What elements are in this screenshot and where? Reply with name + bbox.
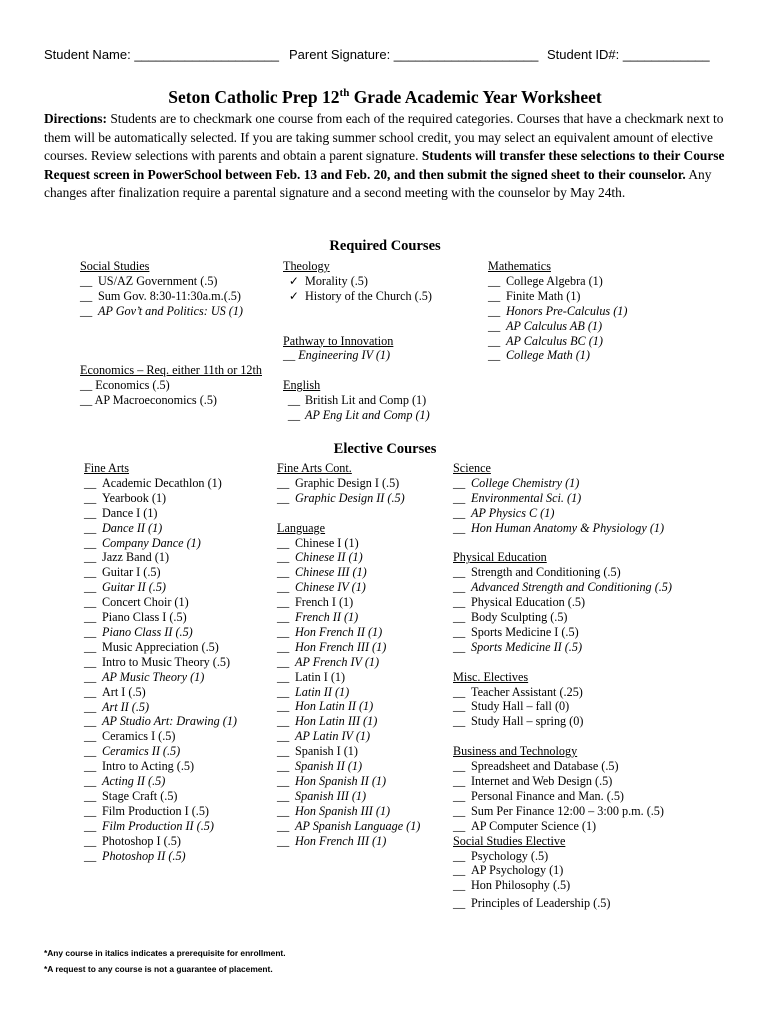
course-label: Spanish III (1) [295, 788, 367, 803]
course-item[interactable] [453, 521, 672, 536]
blank-line[interactable]: __ [84, 535, 97, 550]
required-courses-heading: Required Courses [329, 238, 441, 254]
course-label: Personal Finance and Man. (.5) [471, 788, 624, 803]
course-item[interactable] [84, 700, 237, 715]
course-item[interactable] [488, 319, 627, 334]
blank-line[interactable]: __ [277, 803, 290, 818]
course-label: Advanced Strength and Conditioning (.5) [471, 580, 672, 595]
blank-line[interactable]: __ [277, 833, 290, 848]
course-item[interactable] [488, 289, 627, 304]
parent-signature-field[interactable]: Parent Signature: ____________________ [289, 47, 539, 62]
course-item[interactable] [453, 476, 672, 491]
course-item[interactable] [84, 491, 237, 506]
blank-line[interactable]: __ [84, 654, 97, 669]
course-item[interactable] [84, 729, 237, 744]
blank-line[interactable]: __ [80, 273, 93, 288]
course-label: AP Gov’t and Politics: US (1) [98, 303, 243, 318]
course-item[interactable] [277, 625, 420, 640]
blank-line[interactable]: __ [84, 729, 97, 744]
course-item[interactable] [453, 759, 672, 774]
course-label: Psychology (.5) [471, 848, 549, 863]
mathematics-heading: Mathematics [488, 259, 551, 273]
blank-line[interactable]: __ [453, 818, 466, 833]
blank-line[interactable]: __ [277, 550, 290, 565]
course-label: Physical Education (.5) [471, 595, 586, 610]
course-item[interactable] [453, 565, 672, 580]
course-label: Intro to Music Theory (.5) [102, 654, 231, 669]
course-item[interactable] [84, 640, 237, 655]
course-item[interactable] [277, 580, 420, 595]
course-label: Film Production II (.5) [102, 818, 214, 833]
course-label: Concert Choir (1) [102, 595, 189, 610]
course-item[interactable] [80, 274, 262, 289]
course-label: Hon Philosophy (.5) [471, 878, 571, 893]
course-label: Sum Gov. 8:30-11:30a.m.(.5) [98, 288, 241, 303]
blank-line[interactable]: __ [84, 565, 97, 580]
course-label: Honors Pre-Calculus (1) [506, 303, 628, 318]
course-item[interactable] [84, 536, 237, 551]
course-label: AP Music Theory (1) [102, 669, 205, 684]
course-item[interactable] [277, 759, 420, 774]
course-item[interactable] [453, 685, 672, 700]
blank-line[interactable]: __ [277, 759, 290, 774]
course-label: Dance I (1) [102, 505, 158, 520]
course-item[interactable] [488, 348, 627, 363]
course-item[interactable] [453, 625, 672, 640]
title-rest: Grade Academic Year Worksheet [349, 87, 602, 107]
course-label: College Math (1) [506, 348, 590, 363]
course-item[interactable] [277, 744, 420, 759]
course-label: Ceramics I (.5) [102, 729, 176, 744]
course-label: French II (1) [295, 610, 359, 625]
course-label: Internet and Web Design (.5) [471, 773, 613, 788]
course-label: AP Physics C (1) [471, 505, 555, 520]
course-item[interactable] [283, 348, 432, 363]
course-label: Study Hall – fall (0) [471, 699, 570, 714]
blank-line[interactable]: __ [453, 699, 466, 714]
title-main: Seton Catholic Prep 12 [168, 87, 340, 107]
course-item[interactable] [84, 714, 237, 729]
blank-line[interactable]: __ [84, 505, 97, 520]
course-item[interactable] [84, 580, 237, 595]
elective-courses-heading: Elective Courses [333, 441, 437, 457]
directions-text-2: Any changes after finalization require a parental signature and a second meeting with the counselor by May 24th. [44, 166, 712, 200]
page-title [0, 87, 770, 108]
blank-line[interactable]: __ [277, 595, 290, 610]
blank-line[interactable]: __ [287, 393, 301, 408]
social-studies-elective-heading: Social Studies Elective [453, 833, 566, 848]
course-label: Piano Class II (.5) [102, 624, 193, 639]
course-label: Chinese IV (1) [295, 580, 366, 595]
course-label: Strength and Conditioning (.5) [471, 565, 621, 580]
course-item[interactable] [453, 789, 672, 804]
course-item[interactable] [453, 506, 672, 521]
footnote-italics: *Any course in italics indicates a prerequisite for enrollment. [44, 948, 286, 958]
course-label: Economics (.5) [95, 378, 170, 393]
course-label: AP Eng Lit and Comp (1) [305, 408, 430, 423]
course-item[interactable] [277, 565, 420, 580]
course-item[interactable] [84, 610, 237, 625]
course-label: History of the Church (.5) [305, 288, 432, 303]
course-item[interactable] [453, 878, 672, 893]
course-item[interactable] [283, 289, 432, 304]
course-item[interactable] [277, 670, 420, 685]
course-item[interactable] [84, 595, 237, 610]
blank-line[interactable]: __ [84, 550, 97, 565]
checkmark-icon: ✓ [288, 288, 300, 303]
course-label: Spreadsheet and Database (.5) [471, 759, 619, 774]
course-label: Latin II (1) [295, 684, 350, 699]
blank-line[interactable]: __ [84, 803, 97, 818]
required-middle-column [283, 259, 432, 423]
course-label: Dance II (1) [102, 520, 163, 535]
blank-line[interactable]: __ [80, 393, 93, 408]
course-label: Body Sculpting (.5) [471, 610, 568, 625]
course-label: Film Production I (.5) [102, 803, 209, 818]
course-label: Art II (.5) [102, 699, 150, 714]
course-label: Spanish I (1) [295, 744, 358, 759]
course-label: Study Hall – spring (0) [471, 714, 584, 729]
course-item[interactable] [80, 378, 262, 393]
course-item[interactable] [453, 863, 672, 878]
course-item[interactable] [80, 289, 262, 304]
course-item[interactable] [84, 849, 237, 864]
course-item[interactable] [283, 408, 432, 423]
course-item[interactable] [277, 640, 420, 655]
course-item[interactable] [277, 655, 420, 670]
blank-line[interactable]: __ [84, 714, 97, 729]
course-item[interactable] [277, 774, 420, 789]
blank-line[interactable]: __ [84, 818, 97, 833]
course-label: Art I (.5) [102, 684, 146, 699]
course-label: AP Latin IV (1) [295, 729, 371, 744]
required-right-column [488, 259, 627, 363]
course-item[interactable] [453, 819, 672, 834]
course-item[interactable] [277, 789, 420, 804]
blank-line[interactable]: __ [488, 273, 501, 288]
blank-line[interactable]: __ [453, 863, 466, 878]
economics-heading: Economics – Req. either 11th or 12th [80, 363, 262, 378]
course-label: Latin I (1) [295, 669, 346, 684]
course-item[interactable] [84, 759, 237, 774]
course-item[interactable] [277, 729, 420, 744]
course-item[interactable] [453, 610, 672, 625]
blank-line[interactable]: __ [84, 639, 97, 654]
course-item[interactable] [453, 640, 672, 655]
course-item[interactable] [277, 819, 420, 834]
course-label: Academic Decathlon (1) [102, 475, 222, 490]
course-label: Sports Medicine I (.5) [471, 624, 579, 639]
blank-line[interactable]: __ [453, 773, 466, 788]
blank-line[interactable]: __ [277, 475, 290, 490]
blank-line[interactable]: __ [84, 774, 97, 789]
blank-line[interactable]: __ [80, 303, 93, 318]
course-item[interactable] [277, 714, 420, 729]
blank-line[interactable]: __ [84, 580, 97, 595]
course-label: Chinese III (1) [295, 565, 367, 580]
blank-line[interactable]: __ [453, 878, 466, 893]
blank-line[interactable]: __ [84, 684, 97, 699]
blank-line[interactable]: __ [84, 669, 97, 684]
course-item[interactable] [80, 393, 262, 408]
course-label: Chinese I (1) [295, 535, 359, 550]
social-studies-heading: Social Studies [80, 259, 150, 273]
blank-line[interactable]: __ [488, 348, 501, 363]
course-label: Sports Medicine II (.5) [471, 639, 583, 654]
course-item[interactable] [84, 819, 237, 834]
blank-line[interactable]: __ [453, 714, 466, 729]
blank-line[interactable]: __ [453, 565, 466, 580]
course-label: Chinese II (1) [295, 550, 363, 565]
course-label: Graphic Design I (.5) [295, 475, 400, 490]
course-label: French I (1) [295, 595, 354, 610]
english-heading: English [283, 378, 321, 393]
course-label: Environmental Sci. (1) [471, 490, 582, 505]
blank-line[interactable]: __ [453, 624, 466, 639]
course-item[interactable] [453, 714, 672, 729]
footnote-placement: *A request to any course is not a guarantee of placement. [44, 964, 273, 974]
language-heading: Language [277, 520, 326, 535]
fine-arts-column [84, 461, 237, 863]
course-item[interactable] [277, 610, 420, 625]
course-label: AP Spanish Language (1) [295, 818, 421, 833]
course-label: AP French IV (1) [295, 654, 380, 669]
course-label: AP Calculus AB (1) [506, 318, 603, 333]
blank-line[interactable]: __ [453, 639, 466, 654]
blank-line[interactable]: __ [277, 610, 290, 625]
course-label: Company Dance (1) [102, 535, 201, 550]
course-label: Engineering IV (1) [298, 348, 391, 363]
blank-line[interactable]: __ [277, 535, 290, 550]
blank-line[interactable]: __ [277, 669, 290, 684]
course-item[interactable] [80, 304, 262, 319]
blank-line[interactable]: __ [453, 475, 466, 490]
title-superscript: th [339, 87, 350, 99]
blank-line[interactable]: __ [84, 595, 97, 610]
course-label: Hon French III (1) [295, 833, 387, 848]
blank-line[interactable]: __ [84, 744, 97, 759]
course-item[interactable] [453, 849, 672, 864]
course-item[interactable] [84, 744, 237, 759]
course-label: Principles of Leadership (.5) [471, 896, 611, 911]
course-item[interactable] [277, 834, 420, 849]
course-label: AP Psychology (1) [471, 863, 564, 878]
course-item[interactable] [453, 774, 672, 789]
course-label: Hon Spanish II (1) [295, 774, 387, 789]
blank-line[interactable]: __ [453, 848, 466, 863]
course-label: Hon Human Anatomy & Physiology (1) [471, 520, 665, 535]
blank-line[interactable]: __ [453, 580, 466, 595]
student-id-field[interactable]: Student ID#: ____________ [547, 47, 710, 62]
course-item[interactable] [277, 491, 420, 506]
course-item[interactable] [453, 595, 672, 610]
blank-line[interactable]: __ [277, 624, 290, 639]
course-label: Hon Latin III (1) [295, 714, 378, 729]
blank-line[interactable]: __ [277, 729, 290, 744]
course-item[interactable] [84, 506, 237, 521]
course-item[interactable] [84, 655, 237, 670]
blank-line[interactable]: __ [84, 848, 97, 863]
course-item[interactable] [277, 595, 420, 610]
course-label: AP Studio Art: Drawing (1) [102, 714, 237, 729]
blank-line[interactable]: __ [84, 759, 97, 774]
course-label: College Algebra (1) [506, 273, 603, 288]
blank-line[interactable]: __ [488, 333, 501, 348]
course-item[interactable] [277, 699, 420, 714]
course-item[interactable] [283, 274, 432, 289]
blank-line[interactable]: __ [277, 714, 290, 729]
blank-line[interactable]: __ [84, 699, 97, 714]
directions-bold-text: Students will transfer these selections to their Course Request screen in PowerSchool between Feb. 13 and Feb. 20, and then submit the signed sheet to their counselor. [44, 148, 725, 182]
course-label: Hon Spanish III (1) [295, 803, 391, 818]
fine-arts-cont-heading: Fine Arts Cont. [277, 461, 352, 475]
student-name-field[interactable]: Student Name: ____________________ [44, 47, 279, 62]
course-item[interactable] [84, 550, 237, 565]
blank-line[interactable]: __ [453, 684, 466, 699]
blank-line[interactable]: __ [277, 565, 290, 580]
course-label: Stage Craft (.5) [102, 788, 178, 803]
checkmark-icon: ✓ [288, 273, 300, 288]
blank-line[interactable]: __ [277, 639, 290, 654]
course-item[interactable] [453, 491, 672, 506]
course-item[interactable] [453, 580, 672, 595]
course-label: Piano Class I (.5) [102, 610, 187, 625]
pathway-heading: Pathway to Innovation [283, 333, 394, 348]
blank-line[interactable]: __ [277, 818, 290, 833]
blank-line[interactable]: __ [277, 490, 290, 505]
directions-paragraph [44, 110, 726, 203]
course-label: Photoshop II (.5) [102, 848, 186, 863]
course-label: Intro to Acting (.5) [102, 759, 195, 774]
course-item[interactable] [488, 304, 627, 319]
course-item[interactable] [84, 774, 237, 789]
course-label: Spanish II (1) [295, 759, 363, 774]
blank-line[interactable]: __ [283, 348, 296, 363]
blank-line[interactable]: __ [453, 896, 466, 911]
course-label: Guitar I (.5) [102, 565, 161, 580]
directions-text-1: Students are to checkmark one course from each of the required categories. Courses that have a checkmark next to them will be automatically selected. If you are taking summer school credit, you may select an equivalent amount of elective courses. Review selections with parents and obtain a parent signature. [44, 111, 724, 163]
fine-arts-heading: Fine Arts [84, 461, 130, 475]
course-item[interactable] [488, 274, 627, 289]
blank-line[interactable]: __ [84, 475, 97, 490]
course-label: College Chemistry (1) [471, 475, 580, 490]
blank-line[interactable]: __ [80, 378, 93, 393]
blank-line[interactable]: __ [453, 788, 466, 803]
course-item[interactable] [84, 670, 237, 685]
course-label: Teacher Assistant (.25) [471, 684, 583, 699]
course-label: Finite Math (1) [506, 288, 581, 303]
blank-line[interactable]: __ [488, 288, 501, 303]
course-label: AP Calculus BC (1) [506, 333, 603, 348]
course-item[interactable] [277, 536, 420, 551]
course-item[interactable] [84, 789, 237, 804]
course-label: British Lit and Comp (1) [305, 393, 427, 408]
course-item[interactable] [84, 625, 237, 640]
blank-line[interactable]: __ [277, 788, 290, 803]
blank-line[interactable]: __ [277, 580, 290, 595]
course-label: Hon French II (1) [295, 624, 383, 639]
blank-line[interactable]: __ [80, 288, 93, 303]
course-label: Morality (.5) [305, 273, 368, 288]
blank-line[interactable]: __ [453, 803, 466, 818]
science-column [453, 461, 672, 911]
business-technology-heading: Business and Technology [453, 744, 578, 759]
course-item[interactable] [453, 699, 672, 714]
blank-line[interactable]: __ [84, 788, 97, 803]
blank-line[interactable]: __ [277, 684, 290, 699]
course-label: US/AZ Government (.5) [98, 273, 218, 288]
blank-line[interactable]: __ [277, 774, 290, 789]
course-item[interactable] [84, 521, 237, 536]
physical-education-heading: Physical Education [453, 550, 547, 565]
course-item[interactable] [277, 804, 420, 819]
blank-line[interactable]: __ [453, 505, 466, 520]
course-label: Hon French III (1) [295, 639, 387, 654]
blank-line[interactable]: __ [488, 303, 501, 318]
course-label: Yearbook (1) [102, 490, 167, 505]
blank-line[interactable]: __ [277, 654, 290, 669]
course-label: Hon Latin II (1) [295, 699, 374, 714]
course-item[interactable] [283, 393, 432, 408]
course-item[interactable] [453, 896, 672, 911]
course-label: AP Computer Science (1) [471, 818, 597, 833]
course-label: Ceramics II (.5) [102, 744, 181, 759]
course-label: AP Macroeconomics (.5) [94, 393, 217, 408]
blank-line[interactable]: __ [453, 610, 466, 625]
blank-line[interactable]: __ [453, 520, 466, 535]
blank-line[interactable]: __ [453, 490, 466, 505]
misc-electives-heading: Misc. Electives [453, 669, 529, 684]
course-item[interactable] [277, 550, 420, 565]
blank-line[interactable]: __ [84, 624, 97, 639]
course-label: Graphic Design II (.5) [295, 490, 405, 505]
required-left-column [80, 259, 262, 408]
course-item[interactable] [453, 804, 672, 819]
science-heading: Science [453, 461, 491, 475]
course-label: Sum Per Finance 12:00 – 3:00 p.m. (.5) [471, 803, 664, 818]
course-item[interactable] [84, 685, 237, 700]
course-item[interactable] [84, 565, 237, 580]
course-item[interactable] [84, 476, 237, 491]
course-item[interactable] [488, 334, 627, 349]
blank-line[interactable]: __ [453, 595, 466, 610]
blank-line[interactable]: __ [287, 408, 301, 423]
course-label: Music Appreciation (.5) [102, 639, 219, 654]
course-label: Photoshop I (.5) [102, 833, 181, 848]
course-item[interactable] [84, 804, 237, 819]
blank-line[interactable]: __ [453, 759, 466, 774]
blank-line[interactable]: __ [84, 490, 97, 505]
course-label: Guitar II (.5) [102, 580, 166, 595]
language-column [277, 461, 420, 849]
course-item[interactable] [277, 685, 420, 700]
blank-line[interactable]: __ [84, 520, 97, 535]
course-label: Acting II (.5) [102, 774, 166, 789]
course-item[interactable] [84, 834, 237, 849]
blank-line[interactable]: __ [84, 610, 97, 625]
theology-heading: Theology [283, 259, 330, 273]
course-label: Jazz Band (1) [102, 550, 170, 565]
directions-label: Directions: [44, 111, 107, 126]
blank-line[interactable]: __ [84, 833, 97, 848]
blank-line[interactable]: __ [277, 744, 290, 759]
course-item[interactable] [277, 476, 420, 491]
blank-line[interactable]: __ [277, 699, 290, 714]
blank-line[interactable]: __ [488, 318, 501, 333]
